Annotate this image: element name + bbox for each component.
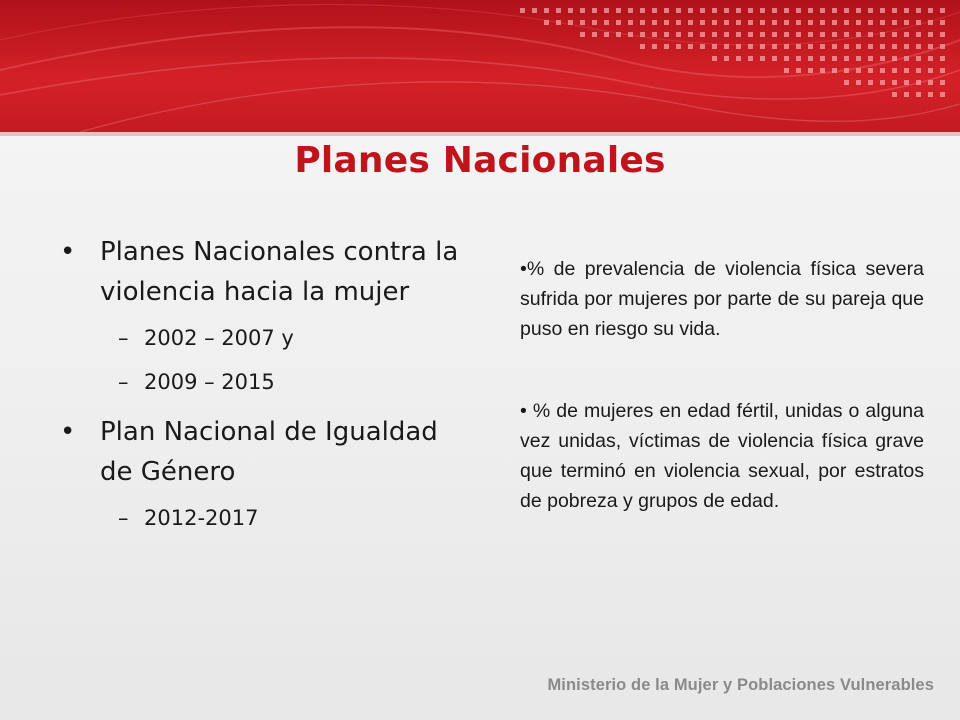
indicator-paragraph: • % de mujeres en edad fértil, unidas o alguna vez unidas, víctimas de violencia física grave que terminó en violencia sexual, por estratos de pobreza y grupos de edad. — [520, 400, 924, 512]
sub-list-item — [58, 324, 478, 352]
footer-ministry-name: Ministerio de la Mujer y Poblaciones Vulnerables — [547, 676, 934, 694]
sub-list-item — [58, 368, 478, 396]
list-item — [58, 412, 478, 492]
header-decoration — [0, 0, 960, 132]
sub-list-item — [58, 504, 478, 532]
left-column — [58, 232, 478, 548]
dash-marker-icon: – — [118, 506, 129, 530]
bullet-dot-icon: • — [60, 417, 76, 447]
right-column — [520, 254, 924, 516]
list-item — [58, 232, 478, 312]
sub-list-item-text: 2012-2017 — [144, 506, 259, 530]
bullet-dot-icon: • — [60, 237, 76, 267]
sub-list-item-text: 2002 – 2007 y — [144, 326, 294, 350]
indicator-paragraph: •% de prevalencia de violencia física severa sufrida por mujeres por parte de su pareja que puso en riesgo su vida. — [520, 258, 924, 340]
list-item-text: Plan Nacional de Igualdad de Género — [100, 417, 438, 487]
dot-grid — [520, 8, 945, 97]
header-underline — [0, 132, 960, 136]
list-item-text: Planes Nacionales contra la violencia hacia la mujer — [100, 237, 459, 307]
slide-title: Planes Nacionales — [294, 140, 666, 181]
dash-marker-icon: – — [118, 326, 129, 350]
header-band — [0, 0, 960, 132]
dash-marker-icon: – — [118, 370, 129, 394]
sub-list-item-text: 2009 – 2015 — [144, 370, 275, 394]
